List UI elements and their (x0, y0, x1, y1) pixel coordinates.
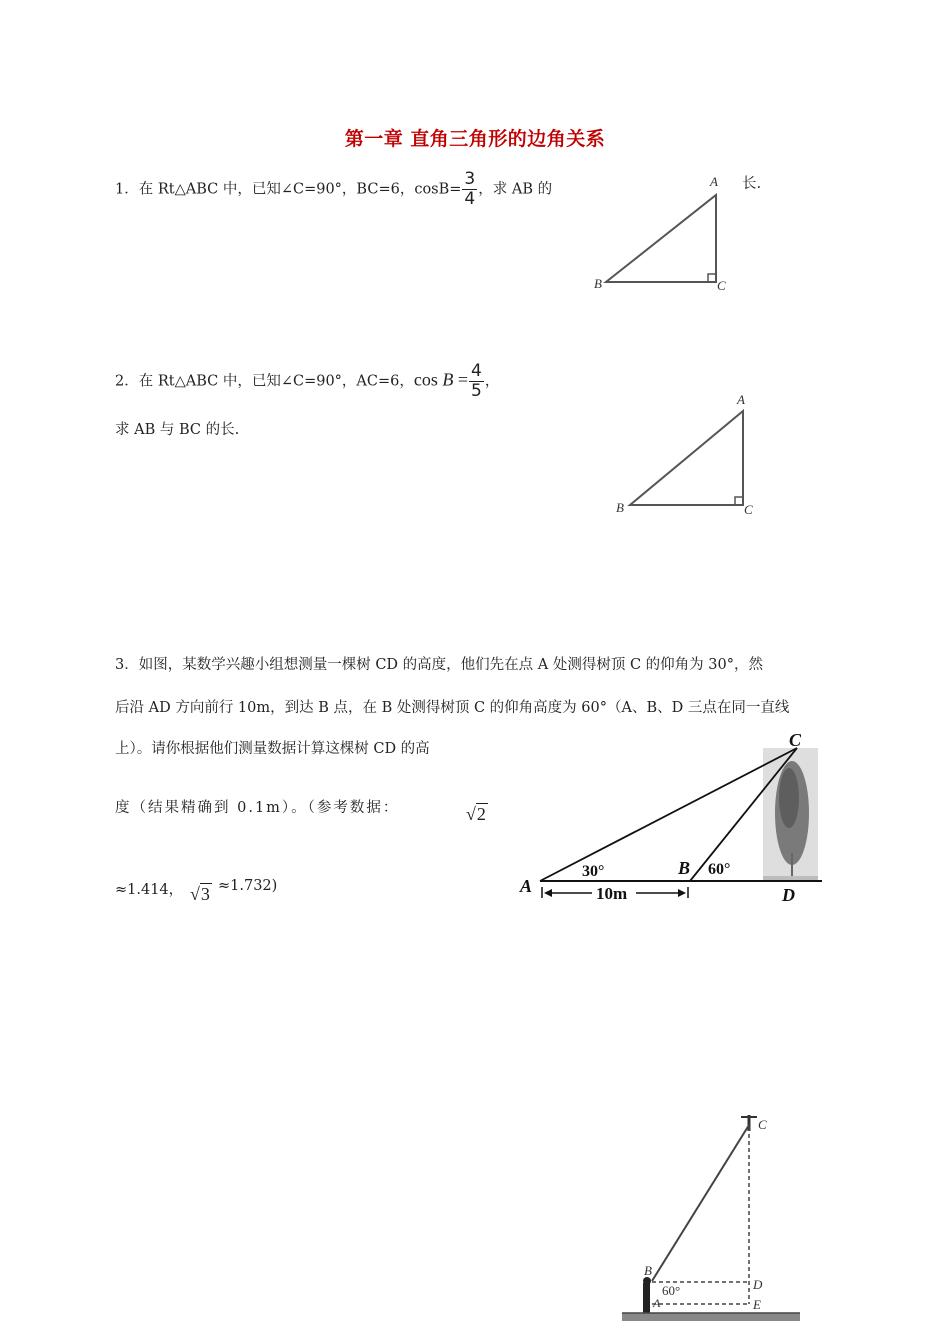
cos-label: cos (413, 369, 438, 390)
ground-strip (622, 1313, 800, 1321)
label-a: A (653, 1296, 661, 1310)
label-a: A (710, 174, 718, 189)
question-3-line-4: 度（结果精确到 0.1m）。（参考数据： (115, 800, 400, 816)
figure-2-triangle (608, 388, 768, 520)
cos-expression (414, 370, 468, 390)
question-2 (115, 362, 499, 401)
figure-4-tower (610, 1105, 810, 1344)
angle-30-label: 30° (582, 863, 605, 880)
label-d: D (753, 1277, 763, 1292)
question-2-fraction (469, 362, 484, 401)
label-a: A (737, 392, 745, 407)
sqrt-symbol: √2 (466, 804, 486, 824)
triangle-shape (606, 195, 716, 282)
label-b: B (678, 858, 691, 878)
question-1-tail: 长. (742, 176, 762, 192)
question-1 (115, 170, 552, 209)
question-3-line-5 (115, 878, 183, 899)
fraction-denominator: 4 (464, 189, 476, 209)
label-e: E (753, 1297, 761, 1312)
label-d: D (782, 885, 795, 905)
fraction-denominator: 5 (471, 381, 482, 401)
label-c: C (744, 502, 753, 517)
question-2-text-before: 2．在 Rt△ABC 中，已知∠C=90°，AC=6， (115, 373, 414, 390)
cos-variable: B (442, 369, 454, 390)
right-angle-mark (735, 497, 743, 505)
person-icon (643, 1283, 650, 1313)
person-head (643, 1277, 651, 1285)
label-c: C (758, 1117, 767, 1132)
arrow-left (544, 889, 552, 897)
comma: ， (484, 373, 500, 390)
sqrt-2 (466, 804, 488, 825)
sight-line-a (540, 748, 797, 881)
label-c: C (789, 730, 802, 750)
sight-line (652, 1125, 749, 1281)
fraction-numerator: 3 (464, 169, 476, 189)
right-angle-mark (708, 274, 716, 282)
question-1-text-before: 1．在 Rt△ABC 中，已知∠C=90°，BC=6，cosB= (115, 181, 462, 198)
label-b: B (644, 1263, 652, 1278)
page-title: 第一章 直角三角形的边角关系 (344, 128, 606, 150)
label-c: C (717, 278, 726, 293)
triangle-shape (630, 411, 743, 505)
tree-foliage (779, 768, 799, 828)
question-1-text-after: ，求 AB 的 (478, 181, 553, 198)
distance-label: 10m (596, 884, 628, 903)
label-b: B (594, 276, 602, 291)
label-b: B (616, 500, 624, 515)
approx-sqrt2: ≈1.414， (115, 882, 184, 898)
equals-sign: = (457, 369, 469, 390)
figure-3-tree (512, 728, 842, 908)
question-1-fraction (462, 170, 477, 209)
question-3-line-1: 3．如图，某数学兴趣小组想测量一棵树 CD 的高度，他们先在点 A 处测得树顶 C 的仰角为 30°，然 (115, 657, 763, 673)
arrow-right (678, 889, 686, 897)
sqrt-radicand: 3 (200, 884, 210, 904)
question-3-line-3: 上）。请你根据他们测量数据计算这棵树 CD 的高 (115, 741, 430, 757)
question-3-line-2: 后沿 AD 方向前行 10m，到达 B 点，在 B 处测得树顶 C 的仰角高度为 60°（A、B、D 三点在同一直线 (115, 700, 790, 716)
fraction-numerator: 4 (471, 361, 482, 381)
angle-60-label: 60° (708, 861, 731, 878)
question-2-line-2: 求 AB 与 BC 的长. (115, 422, 240, 438)
sqrt-3 (190, 884, 212, 905)
sqrt-radicand: 2 (476, 804, 486, 824)
sqrt-symbol: √3 (190, 884, 210, 904)
figure-1-triangle (588, 168, 738, 296)
angle-60-label: 60° (662, 1283, 681, 1298)
label-a: A (520, 876, 533, 896)
approx-sqrt3: ≈1.732) (218, 878, 278, 894)
